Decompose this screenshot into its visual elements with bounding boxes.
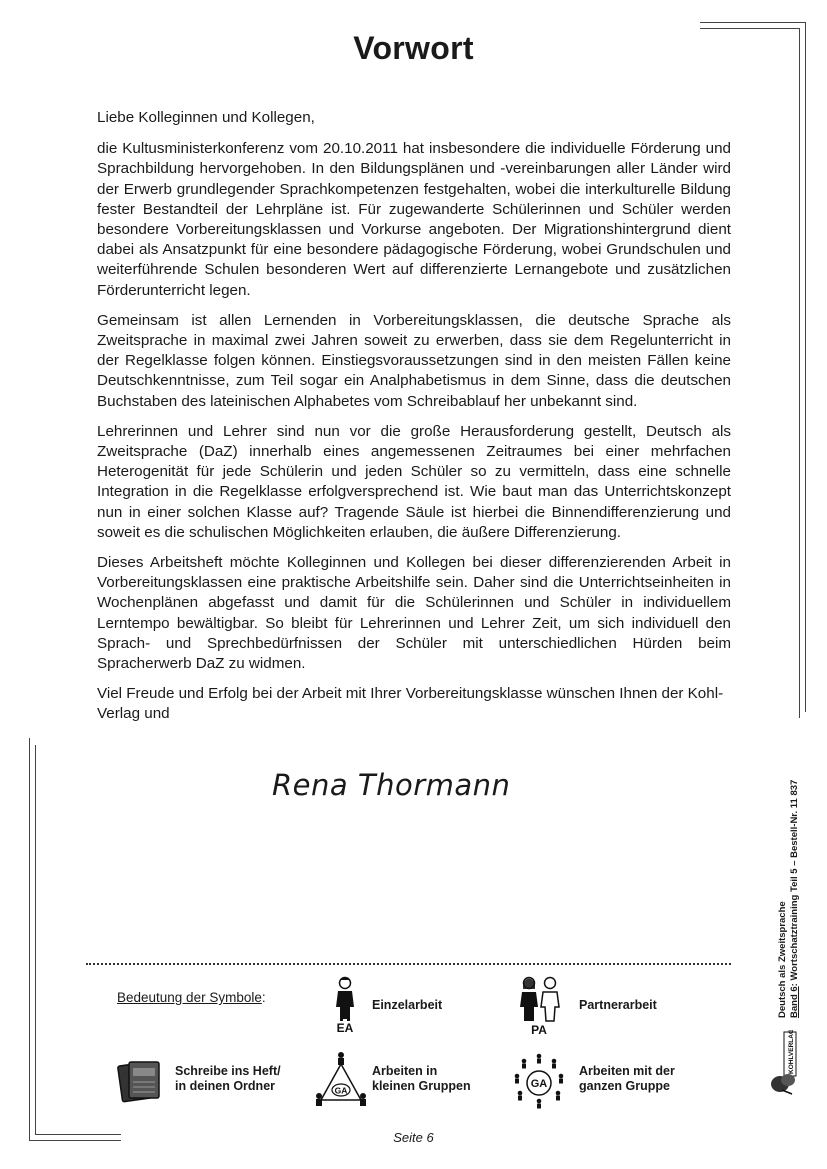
class-circle-icon bbox=[513, 1052, 565, 1110]
paragraph-closing: Viel Freude und Erfolg bei der Arbeit mit Ihrer Vorbereitungsklasse wünschen Ihnen der Kohl-Verlag und bbox=[97, 685, 724, 723]
page-title: Vorwort bbox=[353, 30, 474, 66]
frame-top-line bbox=[700, 22, 806, 23]
frame-left-line-inner bbox=[35, 745, 36, 1134]
paragraph-4: Dieses Arbeitsheft möchte Kolleginnen und Kollegen bei dieser differenzierenden Arbeit in Vorbereitungsklassen eine praktische Arbeitshilfe sein. Daher sind die Unterrichtseinheiten in Wochenplänen abgefasst und damit für die Schülerinnen und Schüler in individuellem Lerntempo bewältigbar. So bleibt für Lehrerinnen und Lehrer Zeit, um sich individuell den Sprach- und Sprechbedürfnissen der Schüler mit unterschiedlichen Hürden beim Spracherwerb DaZ zu widmen. bbox=[97, 554, 731, 673]
frame-top-line-inner bbox=[700, 28, 800, 29]
paragraph-2: Gemeinsam ist allen Lernenden in Vorbereitungsklassen, die deutsche Sprache als Zweitsprache in maximal zwei Jahren soweit zu erwerben, dass sie dem Regelunterricht in der Regelklasse folgen können. Einstiegsvoraussetzungen sind in den meisten Fällen keine Deutschkenntnisse, zum Teil sogar ein Analphabetismus in dem Sinne, dass die deutschen Buchstaben des lateinischen Alphabetes vom Schreibablauf her unbekannt sind. bbox=[97, 311, 731, 410]
page-number: Seite 6 bbox=[393, 1130, 434, 1145]
legend-label-heft: Schreibe ins Heft/ in deinen Ordner bbox=[175, 1064, 281, 1093]
sidebar-band-rest: : Wortschatztraining Teil 5 – Bestell-Nr. 11 837 bbox=[789, 779, 800, 987]
foreword-body bbox=[97, 108, 731, 735]
dotted-divider bbox=[86, 963, 731, 965]
frame-right-line-inner bbox=[799, 28, 800, 718]
ea-badge: EA bbox=[336, 1021, 354, 1035]
signature: Rena Thormann bbox=[272, 768, 511, 802]
paragraph-3: Lehrerinnen und Lehrer sind nun vor die große Herausforderung gestellt, Deutsch als Zweitsprache (DaZ) innerhalb eines angemessenen Zeitraumes bei einer mehrfachen Heterogenität für jede Schülerin und jeden Schüler so zu vermitteln, dass eine schnelle Integration in die Regelklasse erfolgversprechend ist. Wie baut man das Unterrichtskonzept nun in einer solchen Klasse auf? Tragende Säule ist hierbei die Binnendifferenzierung und soweit es die schulischen Möglichkeiten erlauben, die äußere Differenzierung. bbox=[97, 422, 731, 541]
greeting: Liebe Kolleginnen und Kollegen, bbox=[97, 109, 315, 126]
legend-title-colon: : bbox=[261, 990, 266, 1005]
frame-right-line bbox=[805, 22, 806, 712]
pa-badge: PA bbox=[531, 1023, 547, 1037]
legend-label-ganze-gruppe: Arbeiten mit der ganzen Gruppe bbox=[579, 1064, 675, 1093]
ga-small-badge: GA bbox=[334, 1085, 348, 1096]
group-triangle-icon bbox=[313, 1050, 369, 1110]
legend-label-kleine-gruppen: Arbeiten in kleinen Gruppen bbox=[372, 1064, 471, 1093]
sidebar-line1: Deutsch als Zweitsprache bbox=[777, 901, 788, 1018]
notebook-icon bbox=[117, 1058, 163, 1104]
legend-title bbox=[117, 990, 266, 1005]
legend-label-einzelarbeit: Einzelarbeit bbox=[372, 998, 443, 1012]
sidebar-band-info bbox=[789, 780, 800, 1018]
publisher-logo bbox=[768, 1030, 804, 1098]
sidebar-series-title bbox=[777, 901, 788, 1018]
ga-large-badge: GA bbox=[530, 1078, 548, 1090]
frame-left-line bbox=[29, 738, 30, 1140]
legend-title-text: Bedeutung der Symbole bbox=[117, 990, 262, 1005]
two-persons-icon bbox=[517, 975, 563, 1037]
logo-text: KOHLVERLAG bbox=[788, 1030, 795, 1074]
legend-label-partnerarbeit: Partnerarbeit bbox=[579, 998, 657, 1012]
paragraph-1: die Kultusministerkonferenz vom 20.10.2011 hat insbesondere die individuelle Förderung und Sprachbildung hervorgehoben. In den Bildungsplänen und -vereinbarungen aller Länder wird der Erwerb grundlegender Sprachkompetenzen festgehalten, wobei die interkulturelle Bildung fester Bestandteil der Lehrpläne ist. Für zugewanderte Schülerinnen und Schüler werden besondere Vorbereitungsklassen und Vorkurse angeboten. Der Migrationshintergrund dient dabei als Ansatzpunkt für eine besondere pädagogische Förderung, wobei Grundschulen und weiterführende Schulen besonderen Wert auf differenzierte Lernangebote und zusätzlichen Förderunterricht legen. bbox=[97, 140, 731, 299]
sidebar-band: Band 6 bbox=[789, 986, 800, 1018]
single-person-icon bbox=[330, 975, 360, 1035]
